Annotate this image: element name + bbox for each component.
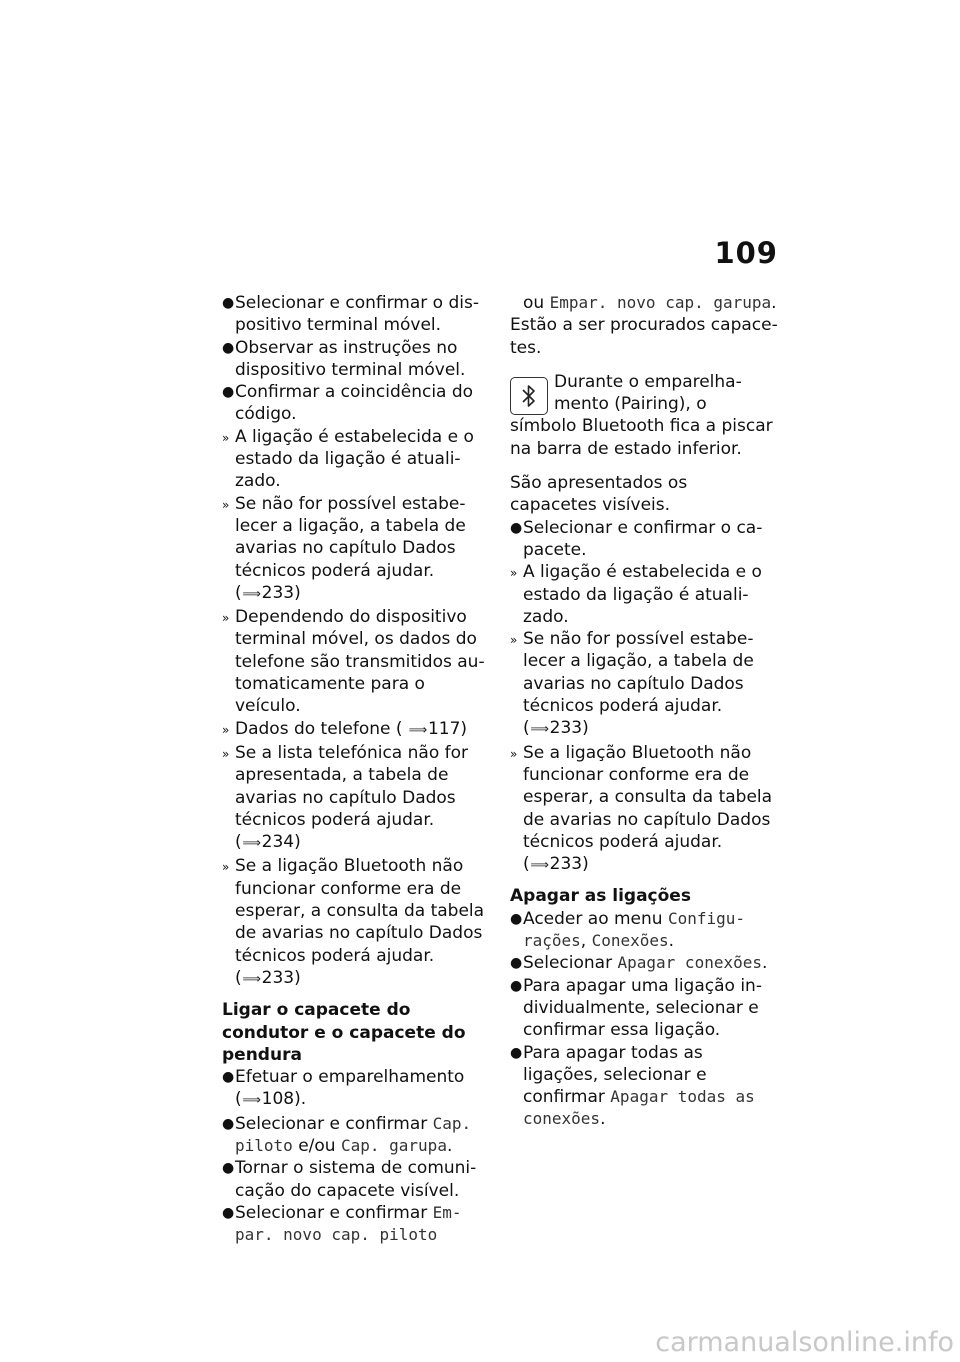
page-reference[interactable]: (⟹234) <box>235 832 301 852</box>
bluetooth-icon <box>510 377 548 415</box>
list-item: ● Para apagar uma ligação individualmente, selecionar e confirmar essa ligação. <box>510 975 762 1041</box>
bullet-marker: ● <box>222 295 235 311</box>
right-column <box>510 292 778 1131</box>
ref-arrow-icon: ⟹ <box>530 858 549 874</box>
bullet-marker: ● <box>222 1115 235 1132</box>
list-item: ● Tornar o sistema de comunicação do capacete visível. <box>222 1158 477 1201</box>
result-marker: » <box>510 566 518 581</box>
list-item: ● Efetuar o emparelhamento (⟹108). <box>222 1066 490 1113</box>
menu-option-apagar-todas: Apagar todas as conexões <box>523 1087 755 1129</box>
result-item: » Se não for possível estabelecer a ligação, a tabela de avarias no capítulo Dados técnicos poderá ajudar. (⟹233) <box>222 493 490 606</box>
result-marker: » <box>510 633 518 648</box>
menu-option-apagar-conexoes: Apagar conexões <box>617 953 762 973</box>
page-reference[interactable]: (⟹233) <box>523 854 589 874</box>
menu-path-configuracoes: Configurações <box>523 908 746 951</box>
bluetooth-note: Durante o emparelhamento (Pairing), o símbolo Bluetooth fica a piscar na barra de estado inferior. <box>510 371 773 459</box>
section-heading-delete: Apagar as ligações <box>510 886 691 907</box>
bullet-marker: ● <box>222 1069 235 1086</box>
page-reference[interactable]: (⟹233) <box>235 968 301 988</box>
list-item: ● Selecionar e confirmar o dispositivo terminal móvel. <box>222 293 479 336</box>
bullet-marker: ● <box>510 910 523 927</box>
bullet-marker: ● <box>510 1044 523 1061</box>
page-reference[interactable]: (⟹108). <box>235 1089 306 1109</box>
result-marker: » <box>222 497 230 512</box>
menu-option-empar-piloto: Empar. novo cap. piloto <box>235 1202 462 1245</box>
result-item: » Se a ligação Bluetooth não funcionar conforme era de esperar, a consulta da tabela de avarias no capítulo Dados técnicos poderá ajudar. (⟹233) <box>510 742 778 878</box>
result-item: » A ligação é estabelecida e o estado da ligação é atualizado. <box>510 562 762 627</box>
page-reference[interactable]: (⟹233) <box>235 583 301 603</box>
list-item: ● Selecionar e confirmar o capacete. <box>510 517 763 560</box>
ref-arrow-icon: ⟹ <box>408 722 428 738</box>
bullet-marker: ● <box>222 1160 235 1177</box>
bullet-marker: ● <box>510 519 523 536</box>
result-item: » Se não for possível estabelecer a ligação, a tabela de avarias no capítulo Dados técnicos poderá ajudar. (⟹233) <box>510 628 778 741</box>
ref-arrow-icon: ⟹ <box>242 836 261 852</box>
bullet-marker: ● <box>510 955 523 972</box>
list-item: ● Selecionar e confirmar Empar. novo cap. piloto <box>222 1202 462 1245</box>
page-number: 109 <box>714 236 778 270</box>
menu-option-cap-piloto: Cap. piloto <box>235 1113 472 1155</box>
paragraph-presented: São apresentados os capacetes visíveis. <box>510 473 688 516</box>
ref-arrow-icon: ⟹ <box>530 722 549 738</box>
result-item: » Dados do telefone ( ⟹117) <box>222 718 490 742</box>
bullet-marker: ● <box>222 339 235 356</box>
ref-arrow-icon: ⟹ <box>242 1093 261 1109</box>
result-item: » Se a lista telefónica não for apresentada, a tabela de avarias no capítulo Dados técnicos poderá ajudar. (⟹234) <box>222 742 490 855</box>
result-item: » Dependendo do dispositivo terminal móvel, os dados do telefone são transmitidos automaticamente para o veículo. <box>222 607 485 717</box>
list-item: ● Confirmar a coincidência do código. <box>222 382 474 425</box>
bullet-marker: ● <box>510 977 523 994</box>
result-item: » A ligação é estabelecida e o estado da ligação é atualizado. <box>222 426 474 492</box>
watermark: carmanualsonline.info <box>655 1327 954 1358</box>
list-item-continued: ou Empar. novo cap. garupa. <box>523 293 777 313</box>
menu-path-conexoes: Conexões <box>591 931 669 951</box>
result-marker: » <box>222 746 230 761</box>
paragraph-searching: Estão a ser procurados capacetes. <box>510 315 778 358</box>
menu-option-cap-garupa: Cap. garupa <box>340 1135 447 1155</box>
left-column <box>222 292 490 1246</box>
bullet-marker: ● <box>222 384 235 401</box>
result-marker: » <box>222 611 230 626</box>
ref-arrow-icon: ⟹ <box>242 586 261 602</box>
result-item: » Se a ligação Bluetooth não funcionar conforme era de esperar, a consulta da tabela de avarias no capítulo Dados técnicos poderá ajudar. (⟹233) <box>222 855 490 991</box>
result-marker: » <box>222 430 230 445</box>
result-marker: » <box>222 722 230 737</box>
list-item: ● Selecionar Apagar conexões. <box>510 953 768 974</box>
page-reference[interactable]: ⟹117) <box>408 719 467 739</box>
result-marker: » <box>222 860 230 875</box>
list-item: ● Selecionar e confirmar Cap. piloto e/ou Cap. garupa. <box>222 1113 472 1156</box>
list-item: ● Observar as instruções no dispositivo terminal móvel. <box>222 337 466 380</box>
list-item: ● Aceder ao menu Configurações, Conexões. <box>510 908 746 952</box>
list-item: ● Para apagar todas as ligações, selecionar e confirmar Apagar todas as conexões. <box>510 1042 755 1130</box>
ref-arrow-icon: ⟹ <box>242 971 261 987</box>
section-heading-helmets: Ligar o capacete do condutor e o capacete do pendura <box>222 1000 466 1065</box>
bullet-marker: ● <box>222 1204 235 1221</box>
page-reference[interactable]: (⟹233) <box>523 718 589 738</box>
menu-option-empar-garupa: Empar. novo cap. garupa <box>549 293 772 312</box>
result-marker: » <box>510 746 518 761</box>
